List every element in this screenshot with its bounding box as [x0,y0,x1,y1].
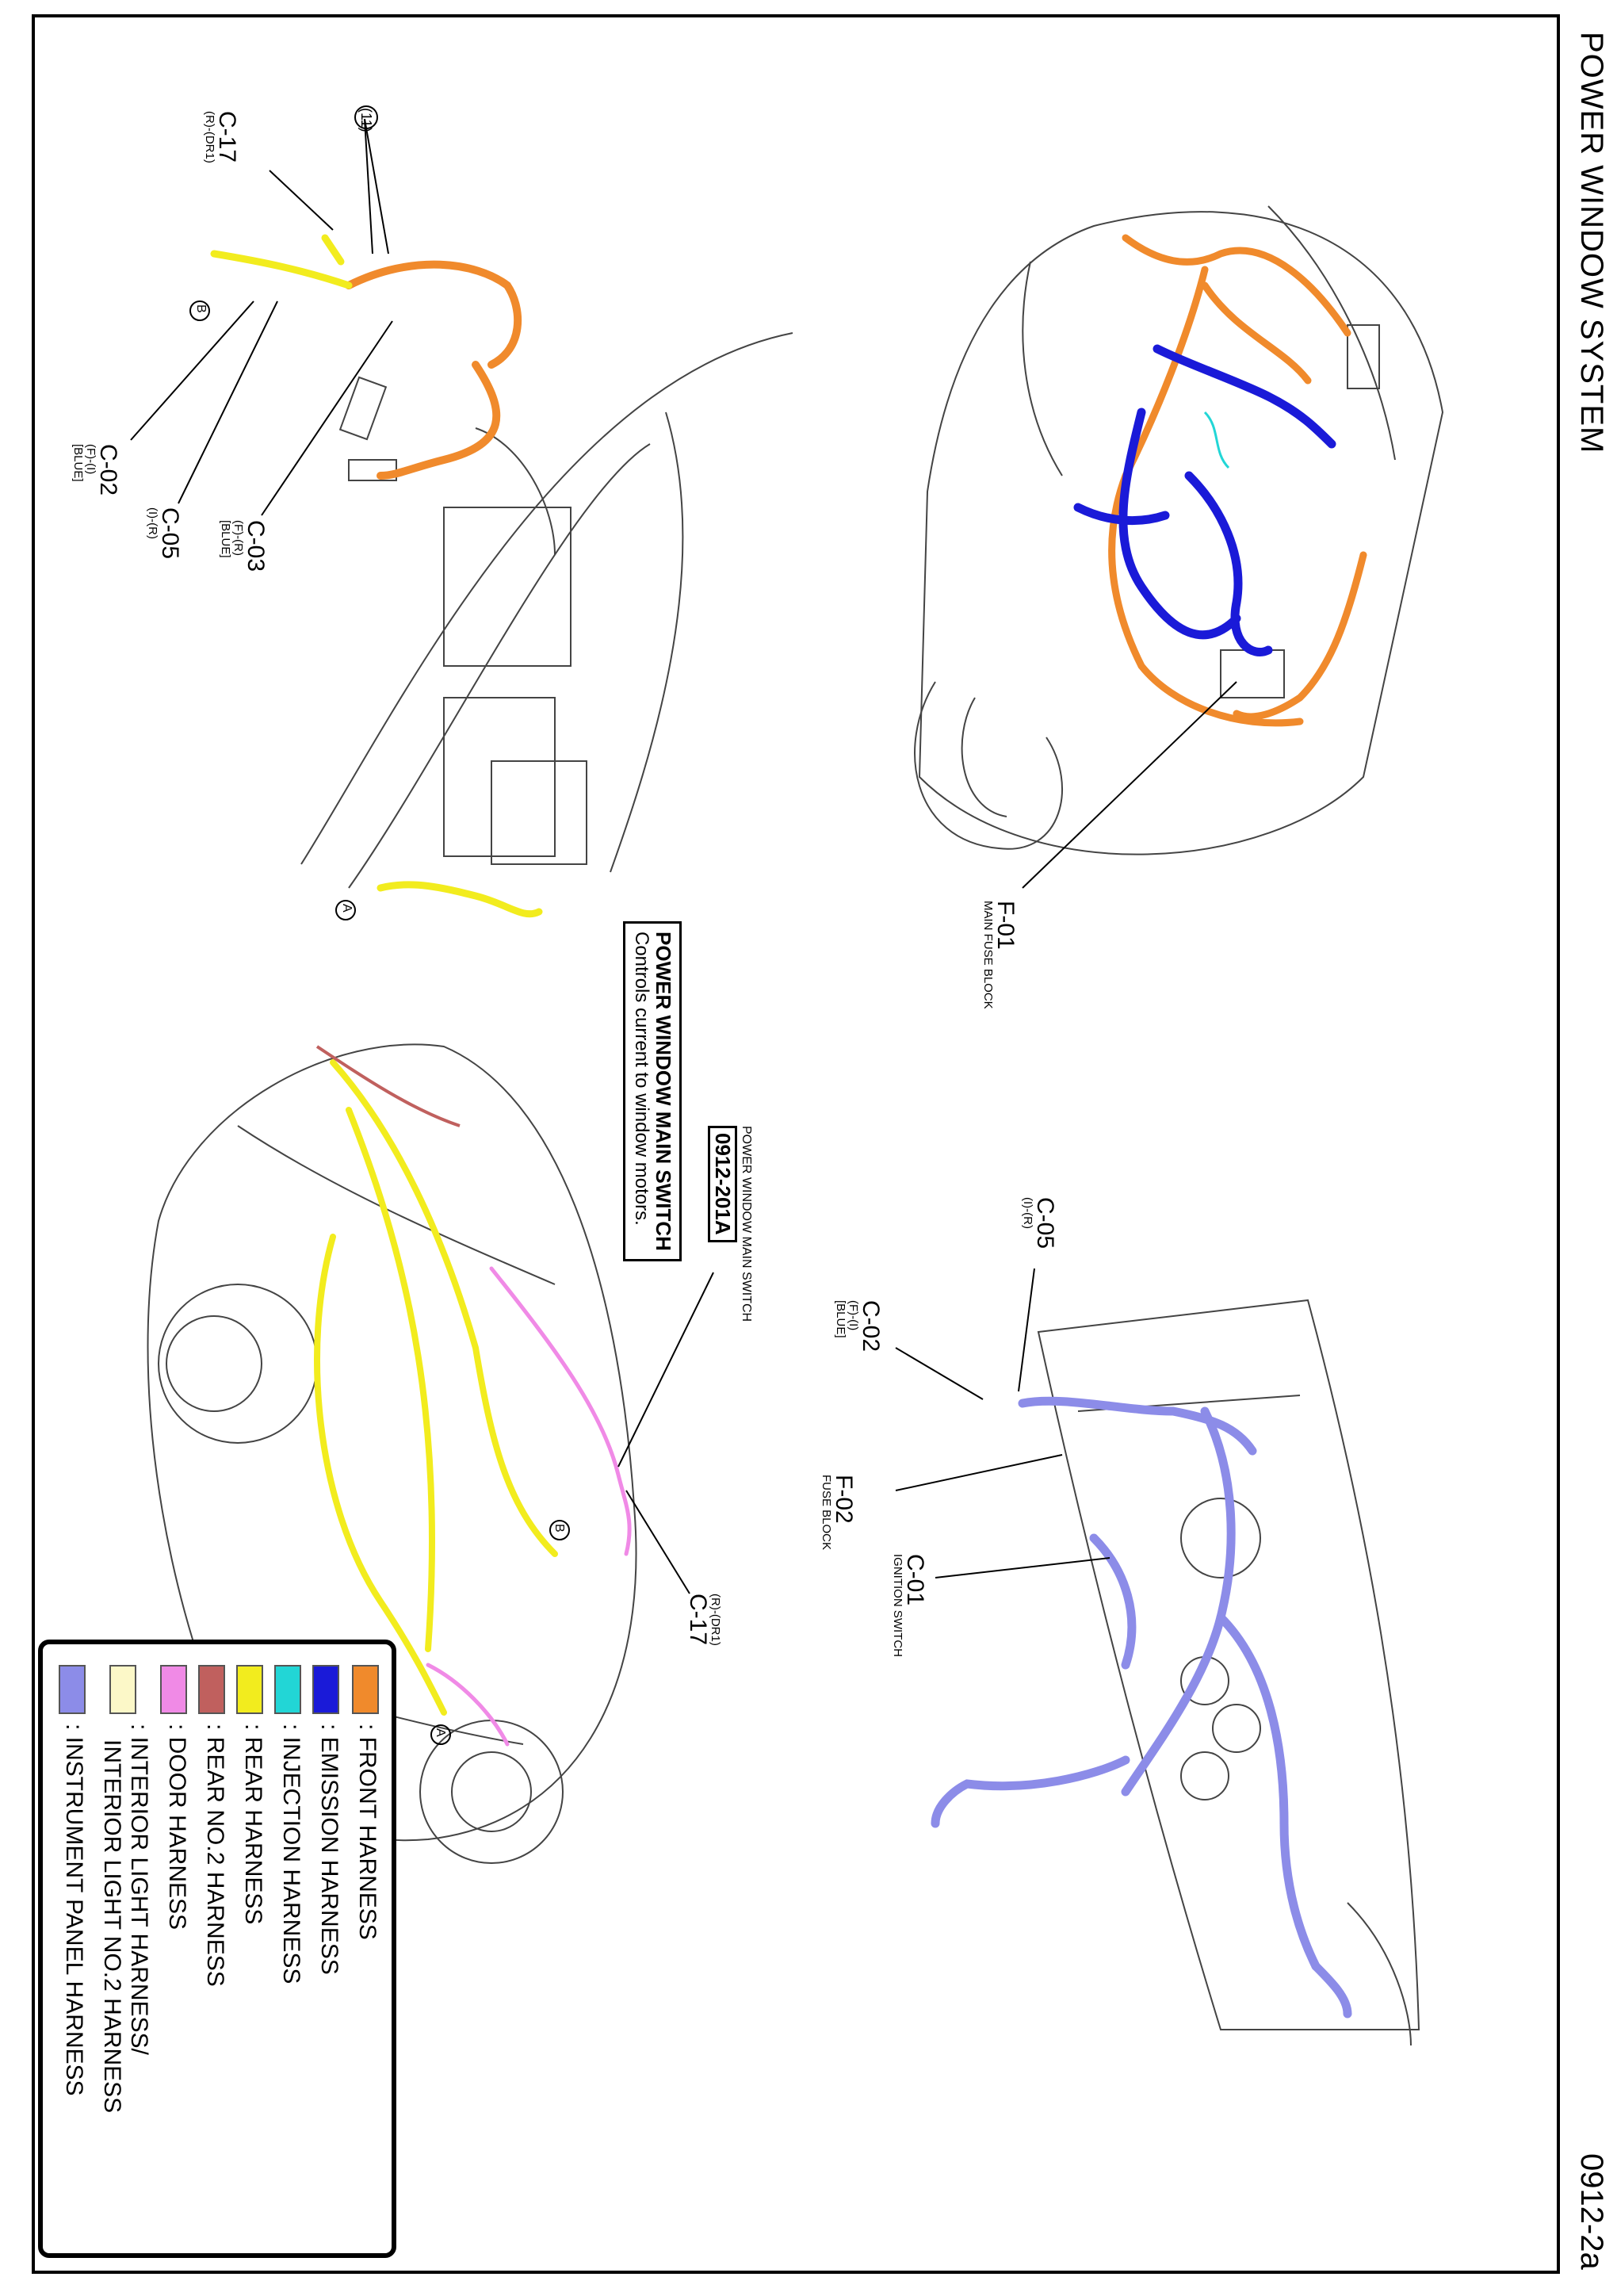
leader-f01 [1023,682,1237,888]
component-name: POWER WINDOW MAIN SWITCH [652,932,675,1251]
dashboard-view [1038,1300,1419,2045]
legend-swatch-rear [236,1665,263,1714]
callout-b-body: B [552,1524,566,1533]
callout-f01: F-01 MAIN FUSE BLOCK [981,901,1019,1009]
callout-11: (11) [358,108,374,132]
legend-swatch-interior-light [109,1665,136,1714]
dashboard-instrument-harness [935,1401,1348,2014]
component-box [623,921,682,1261]
component-code: 0912-201A [708,1126,737,1242]
legend-label-front: : FRONT HARNESS [354,1724,380,1940]
cabin-front-harness [349,265,518,476]
callout-c01: C-01 IGNITION SWITCH [891,1554,928,1657]
component-header: POWER WINDOW MAIN SWITCH [740,1126,753,1322]
callout-c05-cabin: C-05 (I)-(R) [146,507,183,560]
callout-f02: F-02 FUSE BLOCK [820,1475,857,1551]
body-door-harness [428,1269,629,1744]
engine-bay-view [915,206,1443,855]
legend-swatch-injection [274,1665,301,1714]
cabin-rear-harness [214,238,539,914]
dashboard-leaders [896,1269,1110,1578]
callout-b-cabin: B [194,304,208,313]
cabin-front-view [301,333,793,888]
legend-swatch-rear2 [198,1665,225,1714]
legend-label-door: : DOOR HARNESS [164,1724,190,1931]
callout-c02-dash: C-02 (F)-(I) [BLUE] [834,1300,884,1353]
legend-label-rear: : REAR HARNESS [240,1724,266,1925]
legend-label-injection: : INJECTION HARNESS [278,1724,304,1984]
legend-swatch-door [160,1665,187,1714]
callout-c03-cabin: C-03 (F)-(R) [BLUE] [219,520,269,572]
callout-c17-cabin: C-17 (R)-(DR1) [203,111,240,163]
component-description: Controls current to window motors. [631,932,652,1226]
page-number: 0912-2a [1574,2153,1609,2270]
legend-label-emission: : EMISSION HARNESS [316,1724,342,1975]
legend-label-interior-light: : INTERIOR LIGHT HARNESS/ [126,1724,152,2055]
harness-legend [38,1640,396,2258]
page-title: POWER WINDOW SYSTEM [1574,32,1609,454]
legend-swatch-front [352,1665,379,1714]
body-rear2-harness [317,1047,460,1126]
legend-label-instrument-panel: : INSTRUMENT PANEL HARNESS [61,1724,87,2096]
callout-c17-body: (R)-(DR1) C-17 [685,1594,722,1646]
engine-bay-injection-harness [1205,412,1229,468]
callout-c02-cabin: C-02 (F)-(I) [BLUE] [71,444,121,496]
legend-swatch-instrument-panel [59,1665,86,1714]
callout-a-cabin: A [340,904,354,913]
callout-c05-dash: C-05 (I)-(R) [1021,1197,1058,1249]
callout-a-body: A [434,1728,447,1737]
legend-swatch-emission [312,1665,339,1714]
legend-label-interior-light-2: INTERIOR LIGHT NO.2 HARNESS [99,1739,125,2114]
body-rear-harness [317,1062,555,1712]
legend-label-rear2: : REAR NO.2 HARNESS [202,1724,228,1987]
